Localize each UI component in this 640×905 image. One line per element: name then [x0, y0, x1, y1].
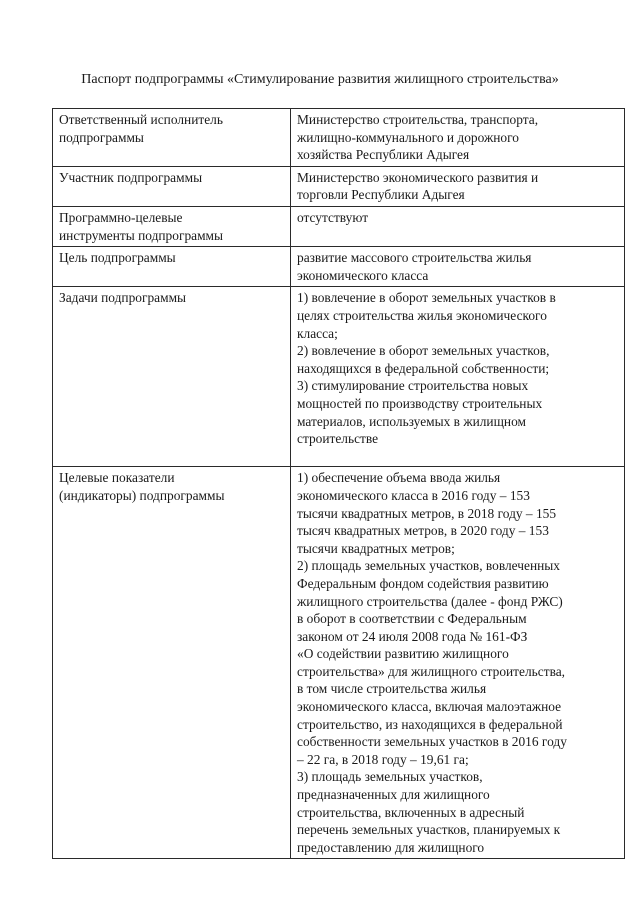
row-value-cell: [291, 247, 625, 287]
row-value-line: строительства» для жилищного строительства,: [297, 663, 566, 679]
row-value-line: предназначенных для жилищного: [297, 787, 490, 803]
row-label-line: Задачи подпрограммы: [59, 290, 187, 306]
row-value-line: Министерство строительства, транспорта,: [297, 112, 539, 127]
row-value-line: 1) вовлечение в оборот земельных участков в: [297, 290, 556, 306]
row-label-cell: [53, 109, 291, 167]
row-value-line: строительство, из находящихся в федеральной: [297, 716, 563, 732]
row-label-line: (индикаторы) подпрограммы: [59, 487, 225, 503]
row-label-line: Участник подпрограммы: [59, 169, 203, 185]
table-row: [53, 247, 625, 287]
row-label-line: подпрограммы: [59, 129, 144, 145]
row-label-line: Программно-целевые: [59, 209, 183, 225]
table-row: [53, 166, 625, 206]
row-value-line: собственности земельных участков в 2016 году: [297, 734, 567, 750]
row-value-cell: [291, 467, 625, 859]
table-row: [53, 467, 625, 859]
row-value-line: жилищного строительства (далее - фонд РЖС): [297, 593, 563, 609]
row-value-line: торговли Республики Адыгея: [297, 187, 465, 203]
table-row: [53, 109, 625, 167]
row-value-line: материалов, используемых в жилищном: [297, 413, 526, 429]
row-value-line: тысячи квадратных метров, в 2018 году – 155: [297, 505, 557, 521]
row-value-line: находящихся в федеральной собственности;: [297, 360, 550, 376]
row-value-line: хозяйства Республики Адыгея: [297, 147, 470, 163]
row-value-line: мощностей по производству строительных: [297, 395, 543, 411]
row-label-line: Ответственный исполнитель: [59, 112, 223, 127]
row-value-line: Министерство экономического развития и: [297, 169, 539, 185]
row-label-cell: [53, 287, 291, 467]
row-value-line: в оборот в соответствии с Федеральным: [297, 611, 527, 627]
row-value-line: 2) площадь земельных участков, вовлеченных: [297, 558, 560, 574]
row-value-cell: [291, 287, 625, 467]
row-value-cell: [291, 206, 625, 246]
row-label-cell: [53, 467, 291, 859]
row-value-line: 3) стимулирование строительства новых: [297, 378, 529, 394]
row-value-line: – 22 га, в 2018 году – 19,61 га;: [297, 751, 469, 767]
row-value-line: в том числе строительства жилья: [297, 681, 487, 697]
table-row: [53, 287, 625, 467]
row-value-cell: [291, 166, 625, 206]
page-title: Паспорт подпрограммы «Стимулирование развития жилищного строительства»: [81, 72, 559, 87]
row-value-line: строительстве: [297, 431, 379, 447]
row-value-line: класса;: [297, 325, 338, 341]
passport-table-body: [53, 109, 625, 859]
row-value-line: экономического класса, включая малоэтажное: [297, 699, 562, 715]
row-value-line: жилищно-коммунального и дорожного: [297, 129, 519, 145]
row-label-line: инструменты подпрограммы: [59, 227, 224, 243]
row-value-line: 1) обеспечение объема ввода жилья: [297, 470, 501, 486]
row-label-cell: [53, 247, 291, 287]
row-label-line: Целевые показатели: [59, 470, 175, 486]
row-value-line: Федеральным фондом содействия развитию: [297, 575, 549, 591]
row-value-line: отсутствуют: [297, 209, 369, 225]
row-value-line: экономического класса: [297, 267, 429, 283]
row-value-line: перечень земельных участков, планируемых к: [297, 822, 561, 838]
row-value-cell: [291, 109, 625, 167]
row-value-line: предоставлению для жилищного: [297, 839, 485, 855]
row-value-line: экономического класса в 2016 году – 153: [297, 487, 530, 503]
row-value-line: законом от 24 июля 2008 года № 161-ФЗ: [297, 628, 528, 644]
row-label-line: Цель подпрограммы: [59, 250, 176, 266]
passport-table: [52, 108, 625, 859]
table-row: [53, 206, 625, 246]
row-value-line: развитие массового строительства жилья: [297, 250, 532, 266]
row-value-line: 2) вовлечение в оборот земельных участков,: [297, 343, 550, 359]
row-value-line: тысяч квадратных метров, в 2020 году – 153: [297, 523, 549, 539]
row-value-line: «О содействии развитию жилищного: [297, 646, 509, 662]
row-label-cell: [53, 206, 291, 246]
row-value-line: целях строительства жилья экономического: [297, 307, 547, 323]
row-value-line: 3) площадь земельных участков,: [297, 769, 483, 785]
row-value-line: тысячи квадратных метров;: [297, 540, 455, 556]
row-value-line: строительства, включенных в адресный: [297, 804, 525, 820]
row-label-cell: [53, 166, 291, 206]
